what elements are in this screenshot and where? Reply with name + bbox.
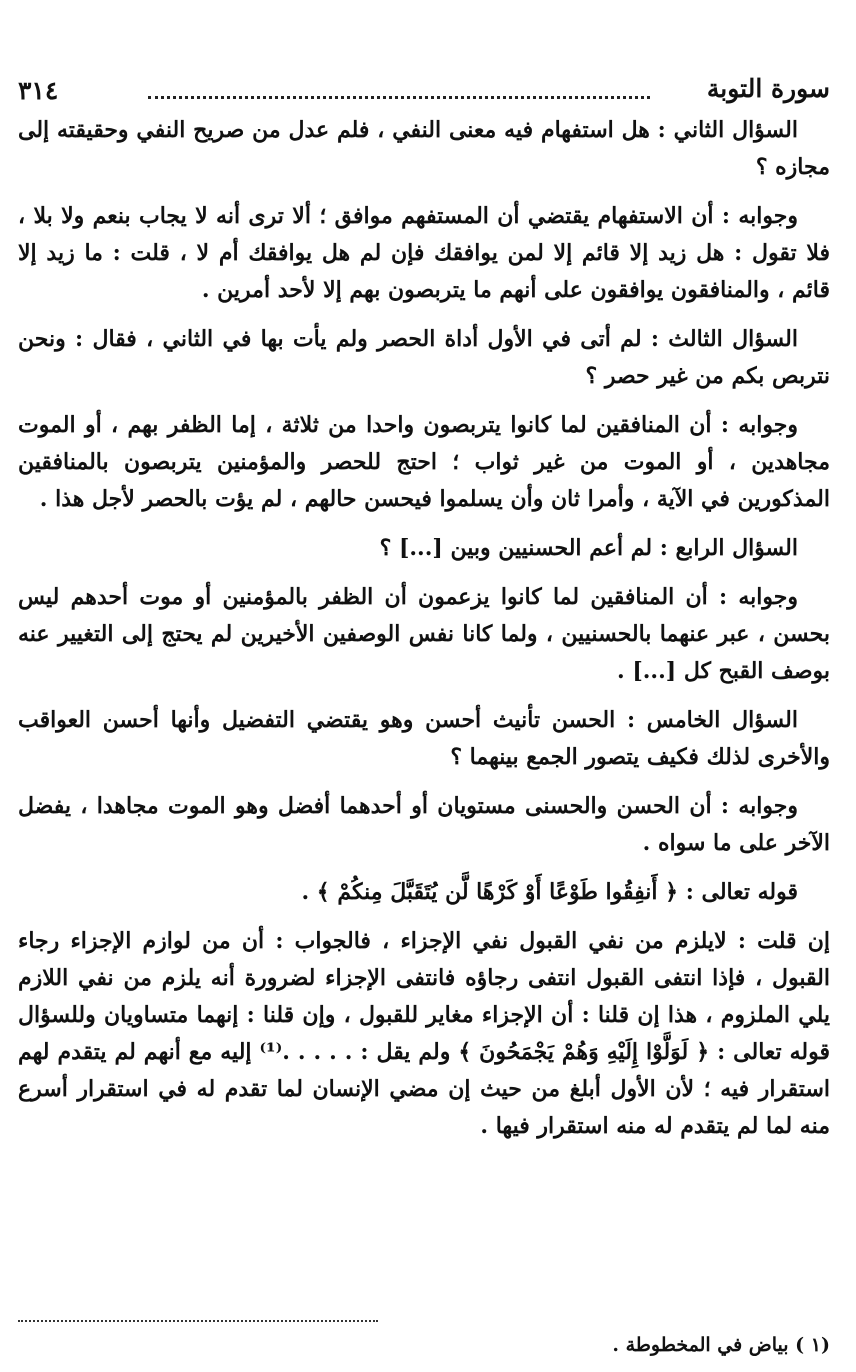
footnote: (١ ) بياض في المخطوطة .: [612, 1334, 830, 1356]
page-body: [18, 112, 830, 1157]
paragraph-question-4: السؤال الرابع : لم أعم الحسنيين وبين [...] ؟: [379, 535, 798, 561]
paragraph-objection: إن قلت : لايلزم من نفي القبول نفي الإجزاء ، فالجواب : أن من لوازم الإجزاء رجاء القبول ، فإذا انتفى القبول انتفى رجاؤه فانتفى الإجزاء لضرورة أنه يلزم من نفي اللازم يلي الملزوم ، هذا إن قلنا : أن الإجزاء مغاير للقبول ، وإن قلنا : إنهما متساويان وللسؤال قوله تعالى : ﴿ لَوَلَّوْا إِلَيْهِ وَهُمْ يَجْمَحُونَ ﴾ ولم يقل : . . . . .⁽¹⁾ إليه مع أنهم لم يتقدم لهم استقرار فيه ؛ لأن الأول أبلغ من حيث إن مضي الإنسان لما تقدم له في استقرار أسرع منه لما لم يتقدم له منه استقرار فيها .: [18, 928, 830, 1139]
surah-title: سورة التوبة: [706, 74, 830, 103]
footnote-divider: [18, 1320, 378, 1322]
paragraph-answer-3: وجوابه : أن المنافقين لما كانوا يتربصون واحدا من ثلاثة ، إما الظفر بهم ، أو الموت مجاهدين ، أو الموت من غير ثواب ؛ احتج للحصر والمؤمنين يتربصون بالمنافقين المذكورين في الآية ، وأمرا ثان وأن يسلموا فيحسن حالهم ، لم يؤت بالحصر لأجل هذا .: [18, 412, 830, 512]
page-header: [18, 72, 830, 112]
paragraph-question-2: السؤال الثاني : هل استفهام فيه معنى النفي ، فلم عدل من صريح النفي وحقيقته إلى مجازه ؟: [18, 117, 830, 180]
paragraph-question-5: السؤال الخامس : الحسن تأنيث أحسن وهو يقتضي التفضيل وأنها أحسن العواقب والأخرى لذلك فكيف يتصور الجمع بينهما ؟: [18, 707, 830, 770]
paragraph-answer-2: وجوابه : أن الاستفهام يقتضي أن المستفهم موافق ؛ ألا ترى أنه لا يجاب بنعم ولا بلا ، فلا تقول : هل زيد إلا قائم إلا لمن يوافقك فإن لم هل يوافقك أم لا ، قلت : ما زيد إلا قائم ، والمنافقون يوافقون على أنهم ما يتربصون بهم إلا لأحد أمرين .: [18, 203, 830, 303]
paragraph-question-3: السؤال الثالث : لم أتى في الأول أداة الحصر ولم يأت بها في الثاني ، فقال : ونحن نتربص بكم من غير حصر ؟: [18, 326, 830, 389]
paragraph-answer-4: وجوابه : أن المنافقين لما كانوا يزعمون أن الظفر بالمؤمنين أو موت أحدهم ليس بحسن ، عبر عنهما بالحسنيين ، ولما كانا نفس الوصفين الأخيرين لم يحتج إلى التغيير عنه بوصف القبح كل [...] .: [18, 584, 830, 684]
document-page: [18, 72, 830, 1362]
paragraph-quran-verse: قوله تعالى : ﴿ أَنفِقُوا طَوْعًا أَوْ كَرْهًا لَّن يُتَقَبَّلَ مِنكُمْ ﴾ .: [301, 879, 798, 905]
paragraph-answer-5: وجوابه : أن الحسن والحسنى مستويان أو أحدهما أفضل وهو الموت مجاهدا ، يفضل الآخر على ما سواه .: [18, 793, 830, 856]
page-number: ٣١٤: [18, 76, 59, 105]
header-dotted-rule: [148, 96, 650, 99]
